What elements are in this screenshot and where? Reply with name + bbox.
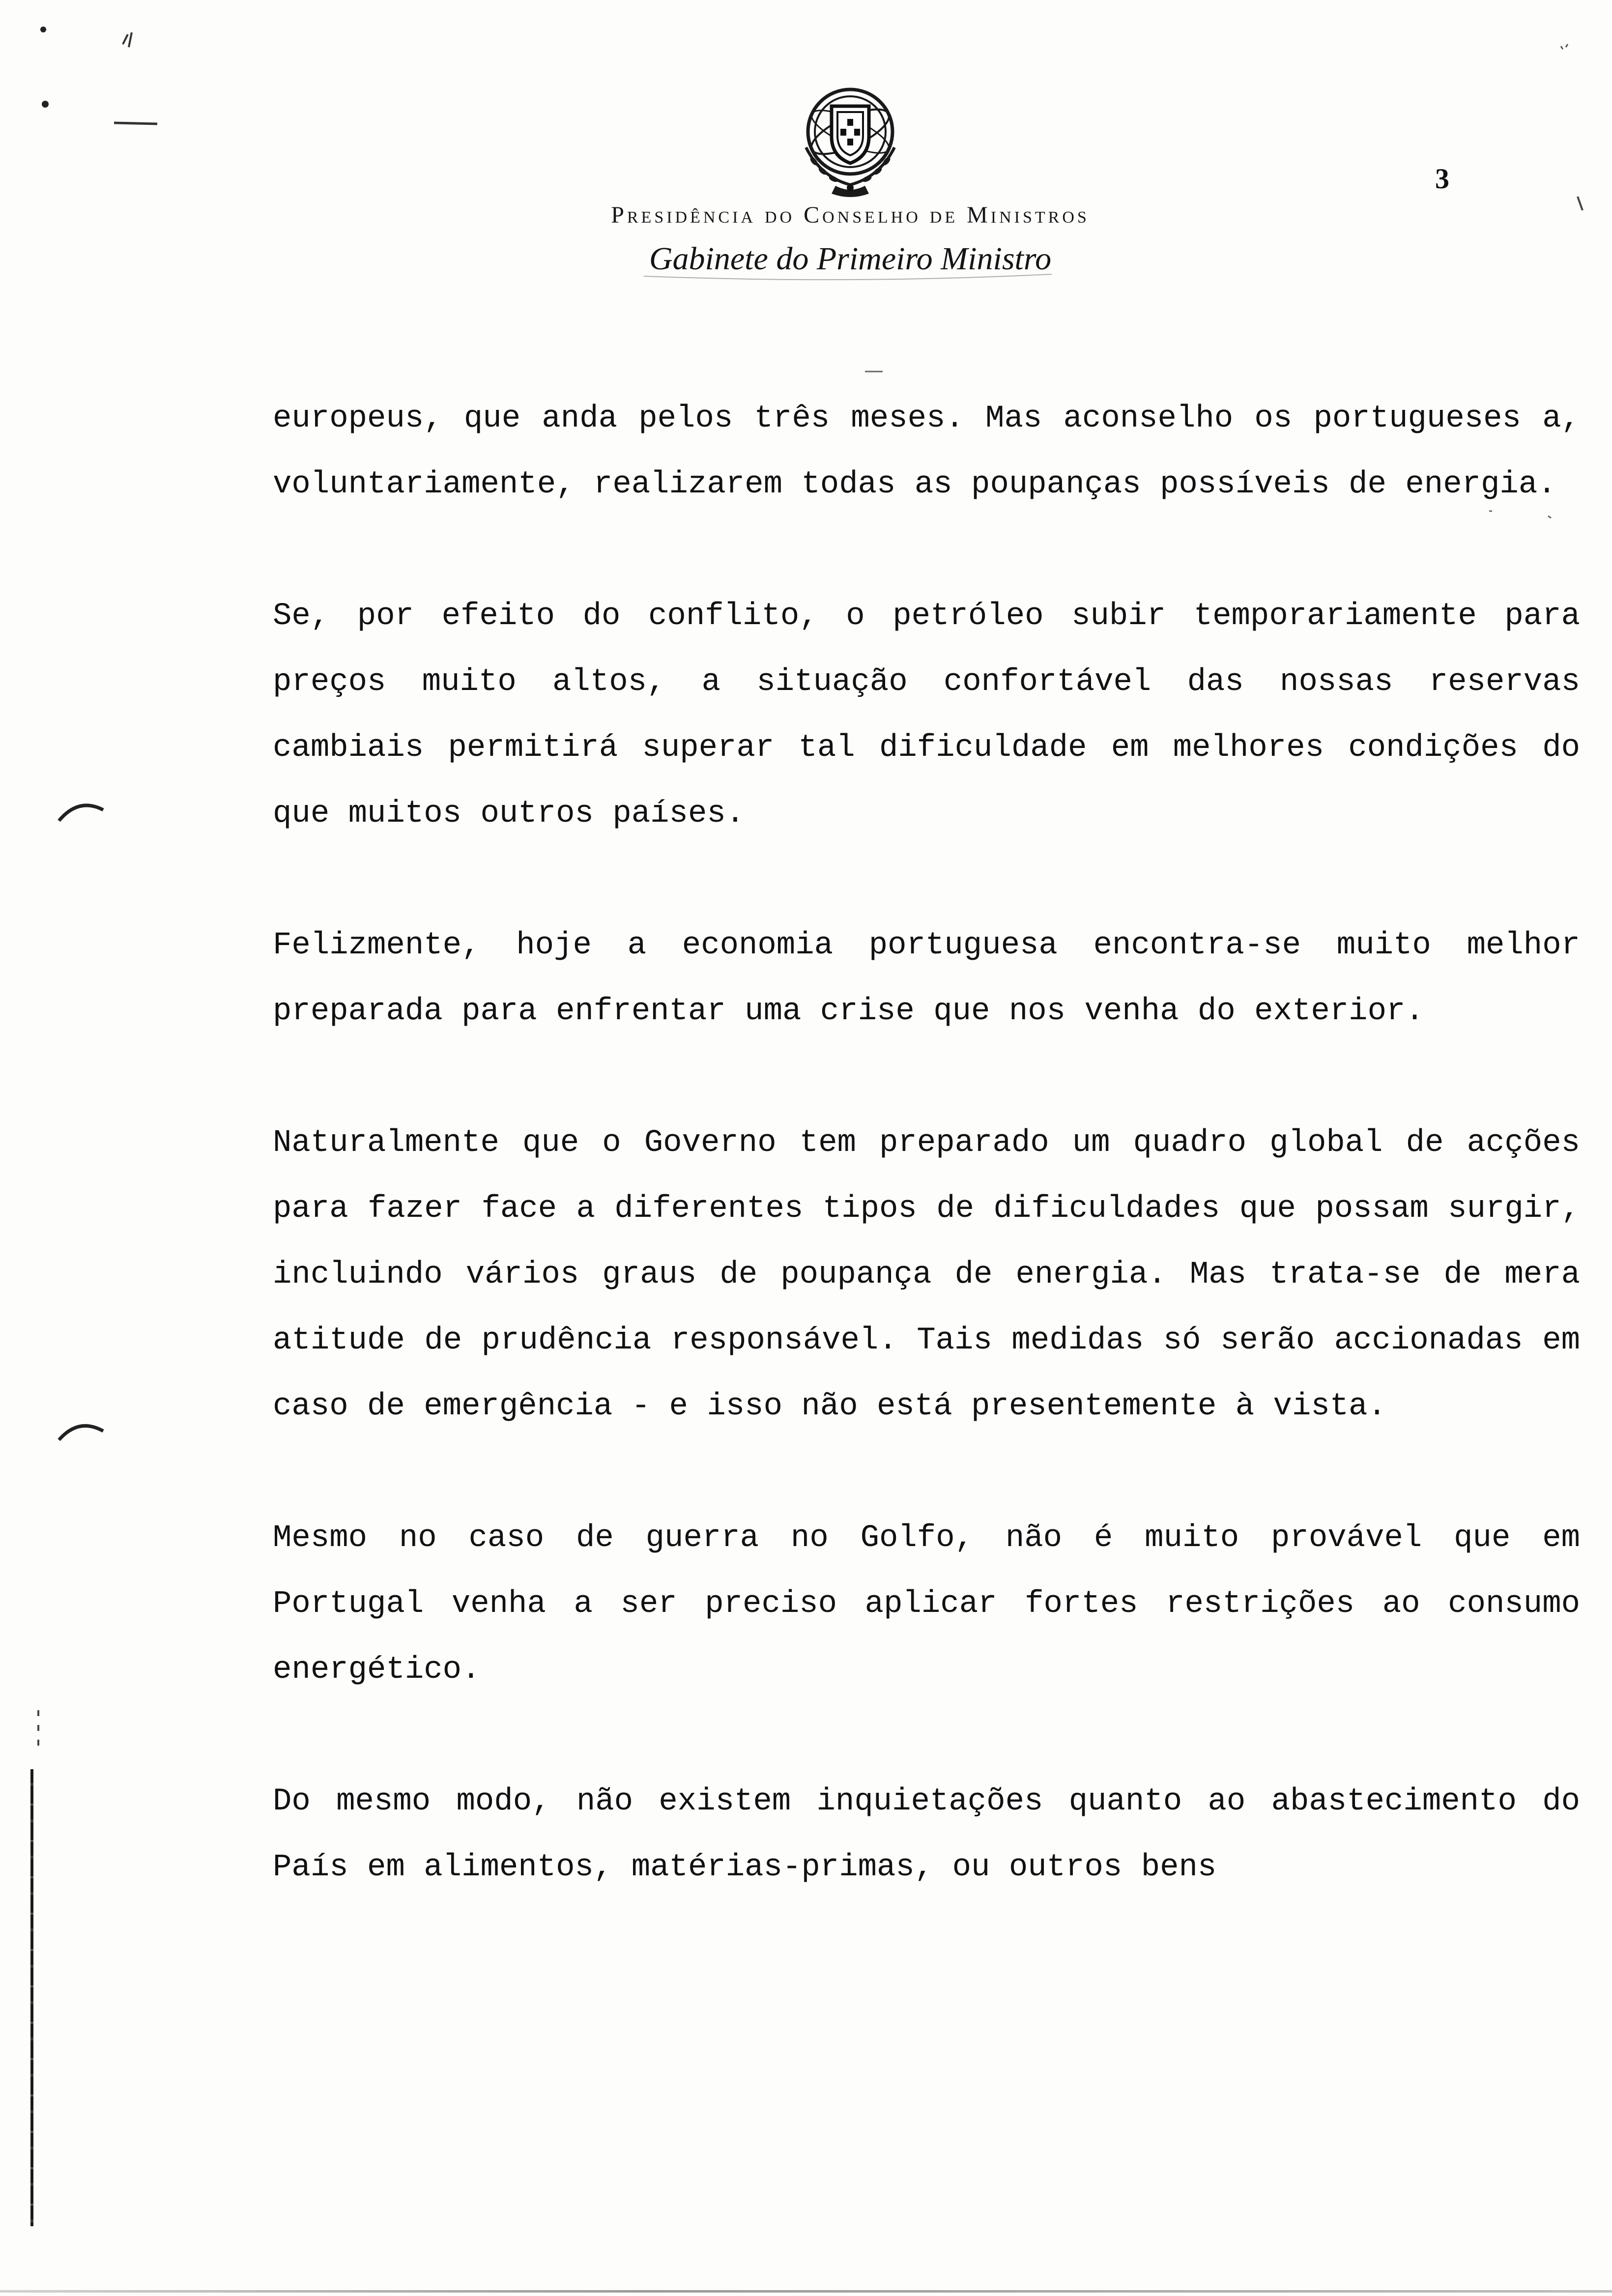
paragraph: Mesmo no caso de guerra no Golfo, não é muito provável que em Portugal venha a ser preciso aplicar fortes restrições ao consumo energético. (273, 1521, 1580, 1688)
paragraph: europeus, que anda pelos três meses. Mas aconselho os portugueses a, voluntariamente, realizarem todas as poupanças possíveis de energia. (273, 401, 1580, 502)
paragraph: Naturalmente que o Governo tem preparado um quadro global de acções para fazer face a diferentes tipos de dificuldades que possam surgir, incluindo vários graus de poupança de energia. Mas trata-se de mera atitude de prudência responsável. Tais medidas só serão accionadas em caso de emergência - e isso não está presentemente à vista. (273, 1125, 1580, 1424)
organization-name: Presidência do Conselho de Ministros (611, 202, 1090, 228)
page-bottom-edge (0, 2290, 1612, 2293)
paragraph: Do mesmo modo, não existem inquietações quanto ao abastecimento do País em alimentos, matérias-primas, ou outros bens (273, 1784, 1580, 1885)
paragraph: Se, por efeito do conflito, o petróleo subir temporariamente para preços muito altos, a situação confortável das nossas reservas cambiais permitirá superar tal dificuldade em melhores condições do que muitos outros países. (273, 599, 1580, 832)
page-number: 3 (1435, 163, 1449, 195)
office-name-text: Gabinete do Primeiro Ministro (649, 241, 1052, 277)
binding-mark (30, 1769, 33, 2226)
paragraph: Felizmente, hoje a economia portuguesa encontra-se muito melhor preparada para enfrentar uma crise que nos venha do exterior. (273, 928, 1580, 1029)
